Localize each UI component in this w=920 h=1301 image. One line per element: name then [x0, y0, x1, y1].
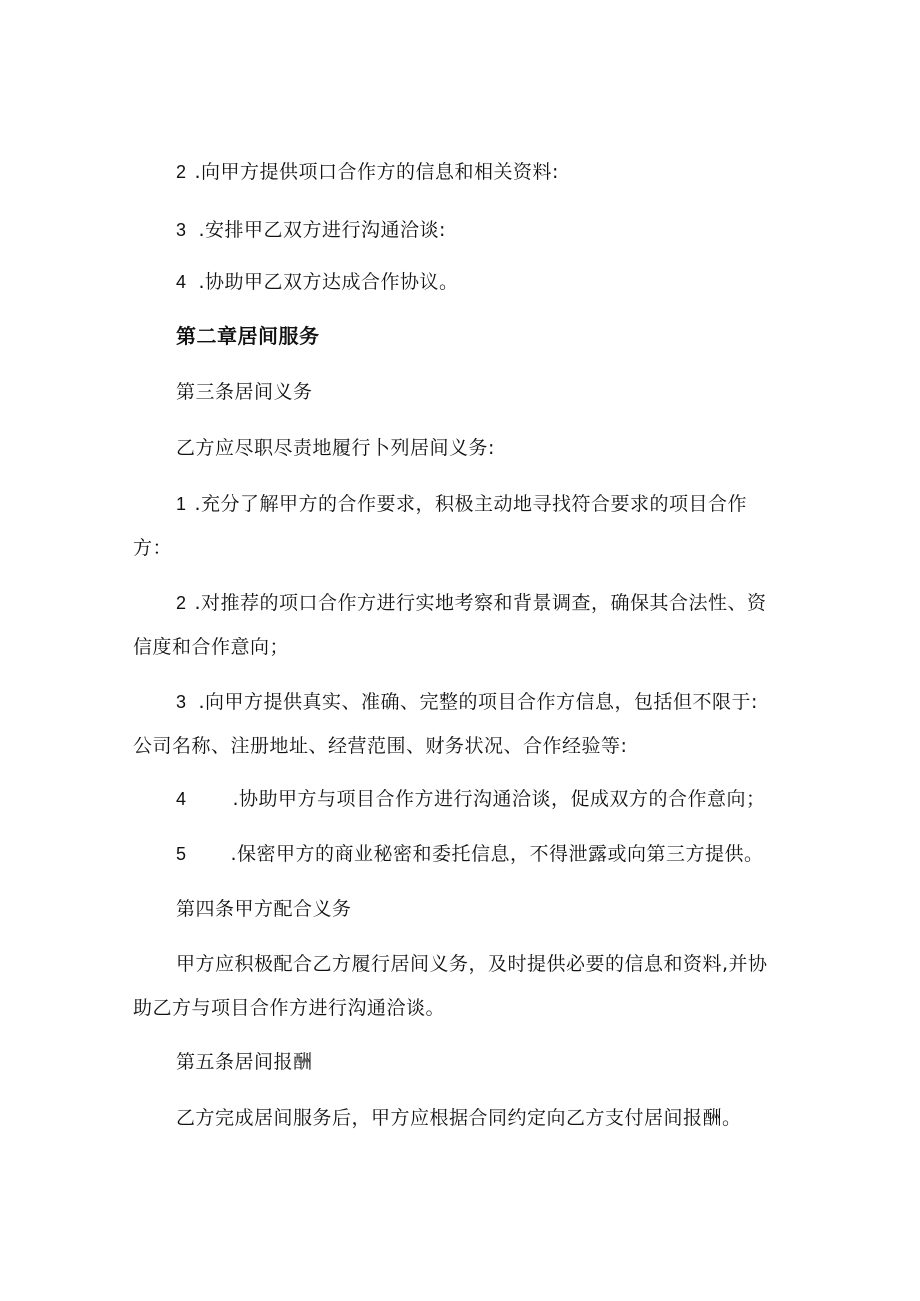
- paragraph-continuation: 助乙方与项目合作方进行沟通洽谈。: [133, 997, 446, 1019]
- article-title: 第四条甲方配合义务: [176, 898, 352, 920]
- list-item: [176, 787, 766, 811]
- paragraph: 乙方完成居间服务后，甲方应根据合同约定向乙方支付居间报酬。: [176, 1107, 742, 1129]
- item-number: 3: [176, 220, 187, 240]
- list-item-continuation: 方：: [133, 537, 173, 559]
- paragraph: 甲方应积极配合乙方履行居间义务，及时提供必要的信息和资料,并协: [176, 953, 768, 975]
- item-number: 5: [176, 844, 187, 864]
- item-number: 1: [176, 494, 187, 514]
- list-item: [176, 492, 747, 516]
- list-item: [176, 690, 758, 714]
- item-text: .保密甲方的商业秘密和委托信息，不得泄露或向第三方提供。: [230, 843, 764, 865]
- item-text: .协助甲方与项目合作方进行沟通洽谈，促成双方的合作意向；: [232, 788, 766, 810]
- list-item: [176, 270, 459, 294]
- item-number: 3: [176, 692, 187, 712]
- item-number: 2: [176, 593, 187, 613]
- item-number: 4: [176, 272, 187, 292]
- item-text: .协助甲乙双方达成合作协议。: [198, 271, 459, 293]
- item-text: .向甲方提供真实、准确、完整的项目合作方信息，包括但不限于:: [198, 691, 758, 713]
- list-item-continuation: 公司名称、注册地址、经营范围、财务状况、合作经验等:: [133, 735, 628, 757]
- item-number: 4: [176, 789, 187, 809]
- article-title: 第三条居间义务: [176, 381, 313, 403]
- list-item: [176, 160, 559, 184]
- article-title: 第五条居间报酬: [176, 1051, 313, 1073]
- list-item: [176, 218, 446, 242]
- chapter-title: 第二章居间服务: [176, 324, 320, 348]
- item-text: .充分了解甲方的合作要求，积极主动地寻找符合要求的项目合作: [194, 493, 748, 515]
- list-item: [176, 842, 764, 866]
- paragraph: 乙方应尽职尽责地履行卜列居间义务:: [176, 437, 495, 459]
- list-item: [176, 591, 767, 615]
- item-number: 2: [176, 162, 187, 182]
- list-item-continuation: 信度和合作意向；: [133, 636, 290, 658]
- item-text: .安排甲乙双方进行沟通洽谈:: [198, 219, 446, 241]
- item-text: .向甲方提供项口合作方的信息和相关资料:: [194, 161, 559, 183]
- item-text: .对推荐的项口合作方进行实地考察和背景调查，确保其合法性、资: [194, 592, 767, 614]
